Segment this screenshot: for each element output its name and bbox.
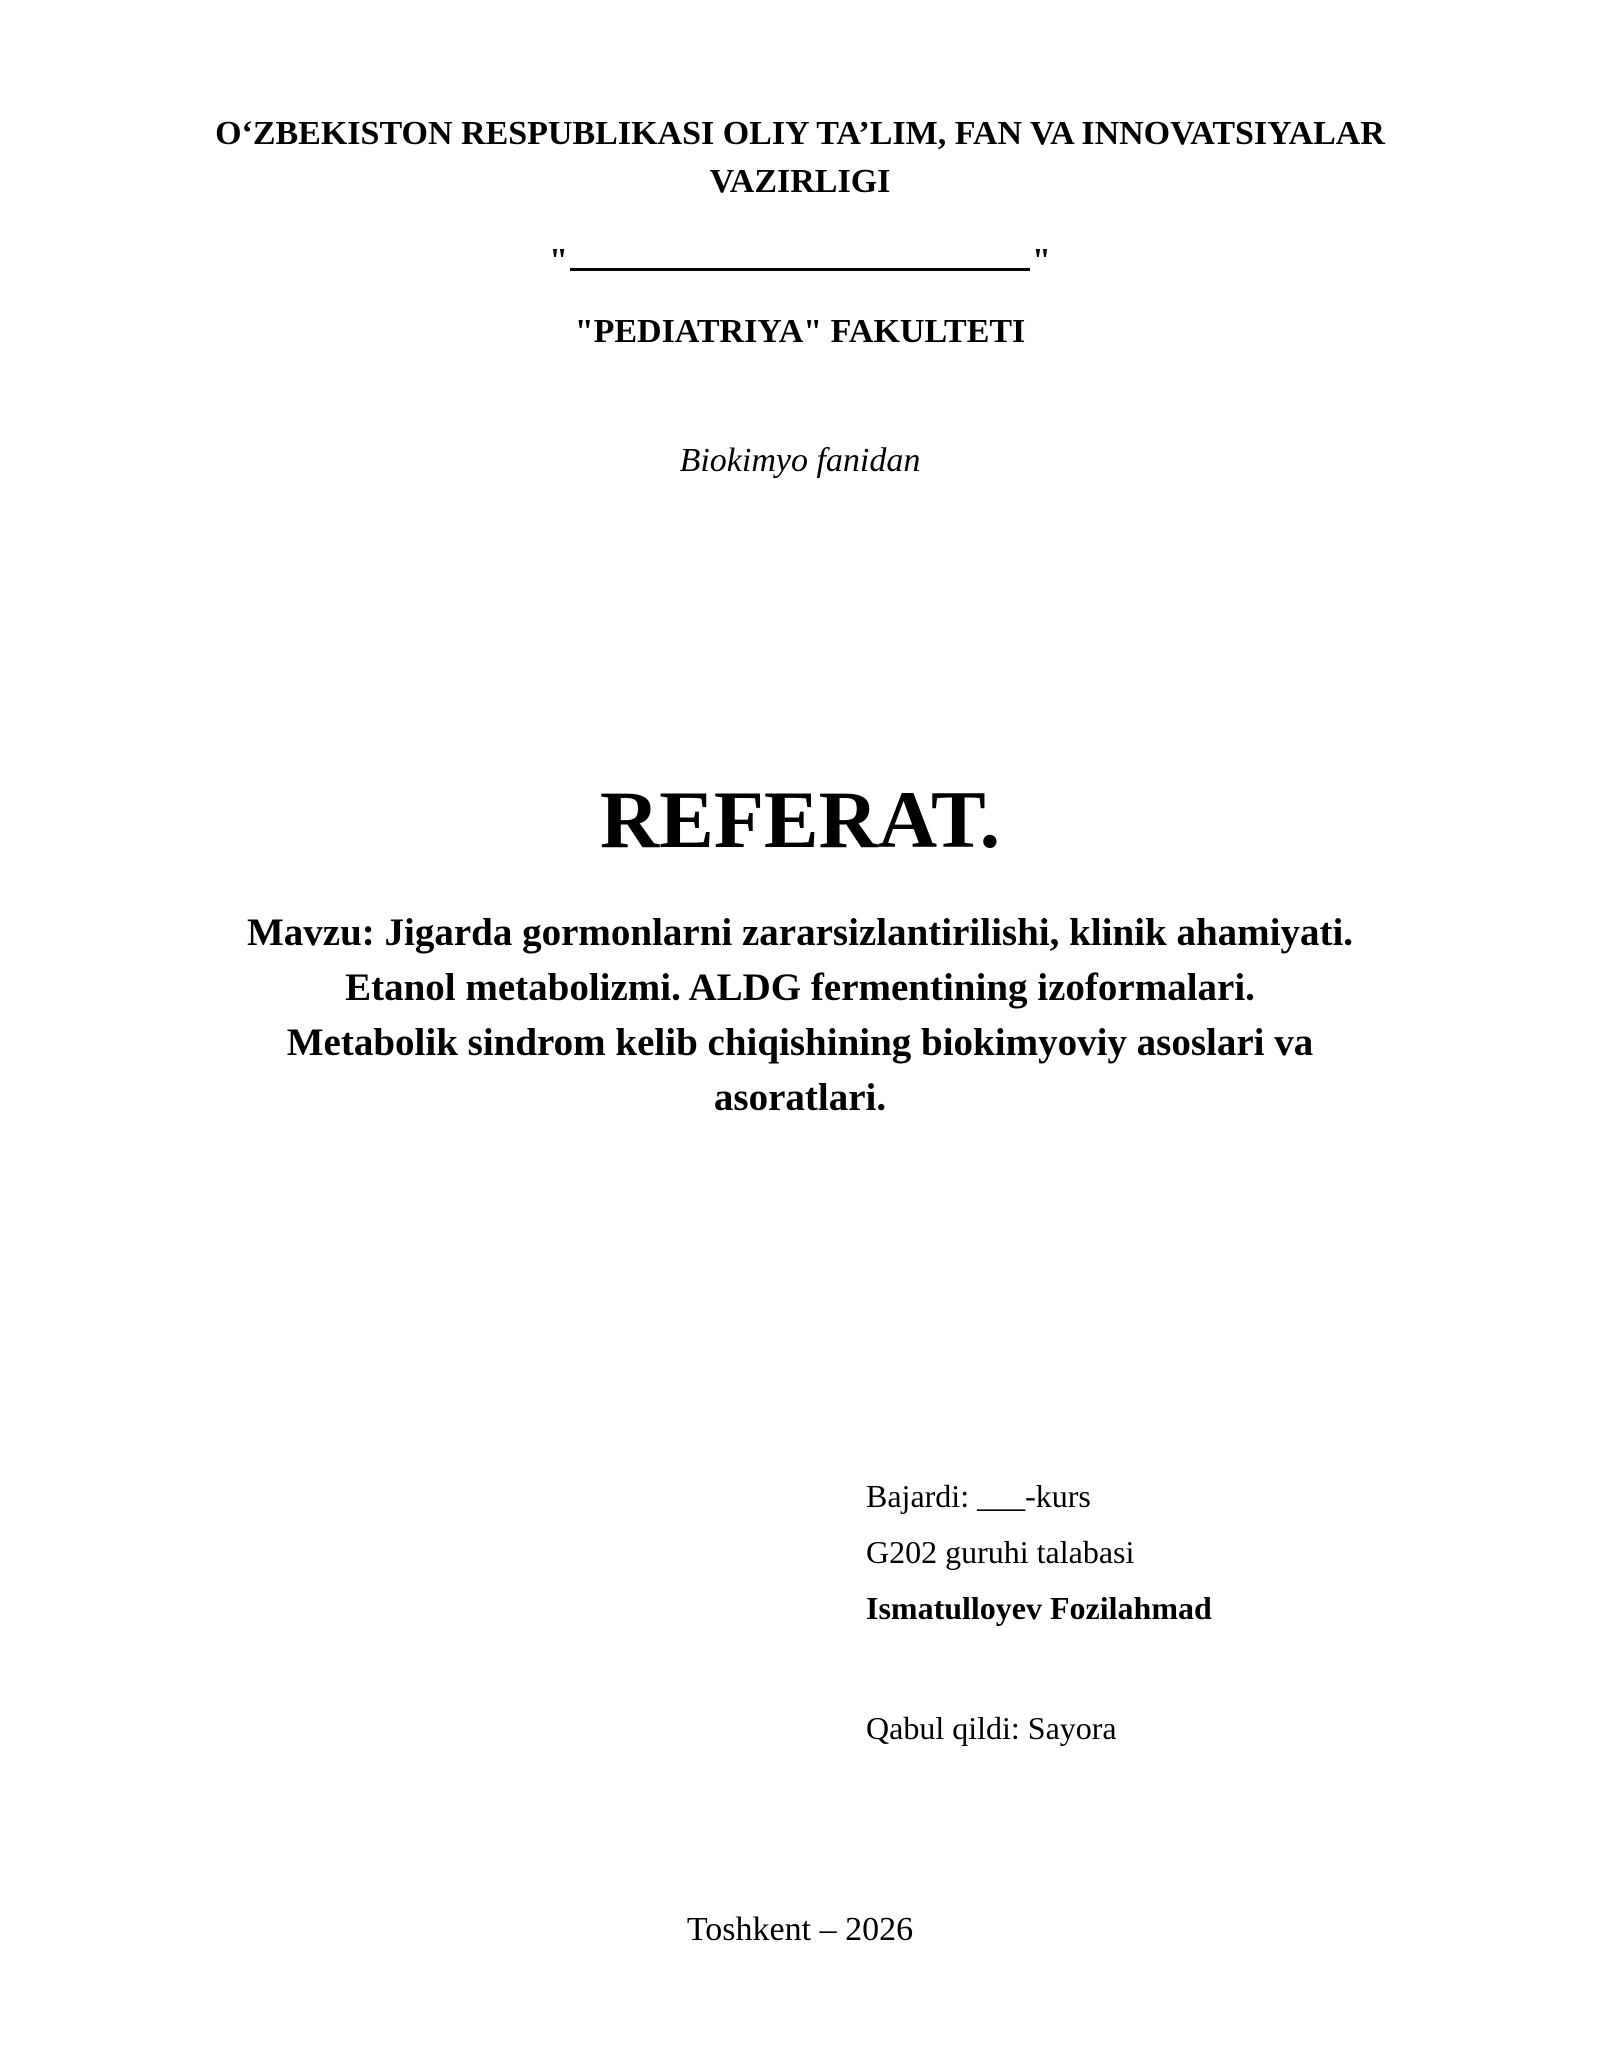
subject-line: Biokimyo fanidan xyxy=(679,442,921,479)
quote-open: " xyxy=(549,242,568,279)
city-year: Toshkent – 2026 xyxy=(686,1911,914,1948)
ministry-line-2: VAZIRLIGI xyxy=(709,163,891,200)
institution-blank xyxy=(0,230,1600,285)
ministry-line-1: O‘ZBEKISTON RESPUBLIKASI OLIY TA’LIM, FAN VA INNOVATSIYALAR xyxy=(215,115,1385,152)
topic-line-4: asoratlari. xyxy=(713,1076,887,1119)
student-group: G202 guruhi talabasi xyxy=(866,1534,1135,1570)
topic-line-3: Metabolik sindrom kelib chiqishining biokimyoviy asoslari va xyxy=(286,1021,1314,1064)
quote-close: " xyxy=(1032,242,1051,279)
performed-by: Bajardi: ___-kurs xyxy=(866,1478,1091,1514)
blank-underline xyxy=(570,230,1030,271)
document-title: REFERAT. xyxy=(599,774,1001,865)
student-name: Ismatulloyev Fozilahmad xyxy=(866,1590,1212,1626)
ministry-heading xyxy=(0,110,1600,206)
topic-line-2: Etanol metabolizmi. ALDG fermentining izoformalari. xyxy=(345,966,1255,1009)
faculty-heading: "PEDIATRIYA" FAKULTETI xyxy=(574,313,1026,350)
topic-line-1: Mavzu: Jigarda gormonlarni zararsizlantirilishi, klinik ahamiyati. xyxy=(246,911,1354,954)
topic-block xyxy=(0,905,1600,1125)
accepted-by: Qabul qildi: Sayora xyxy=(866,1710,1117,1746)
